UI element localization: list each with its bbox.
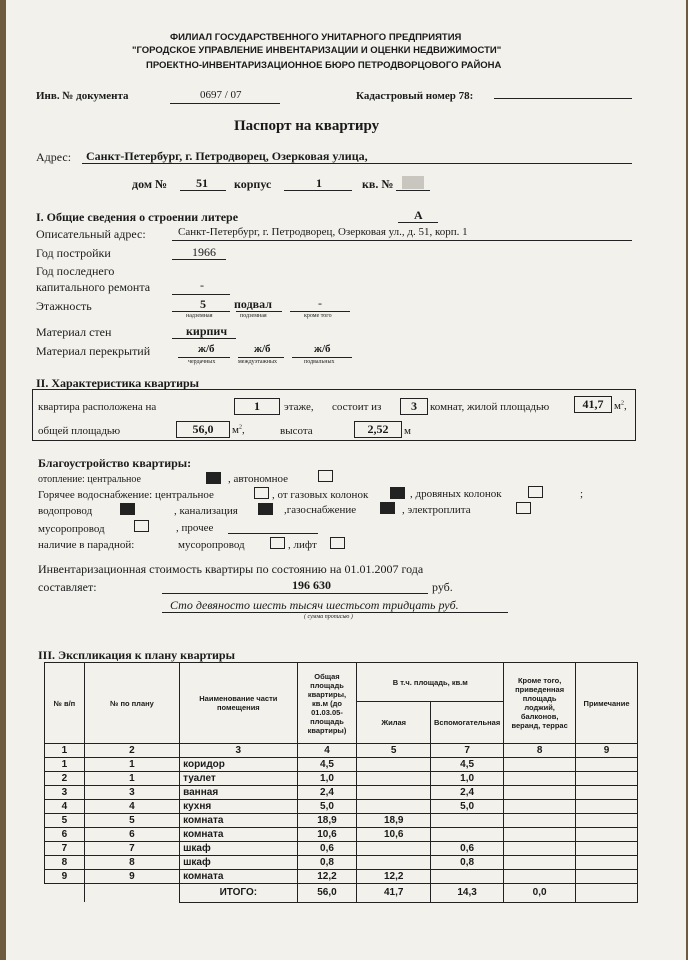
column-number: 4 <box>297 744 357 758</box>
table-cell: 8 <box>45 856 85 870</box>
table-cell: 0,8 <box>430 856 503 870</box>
basement-value: подвал <box>234 297 272 311</box>
korpus-value: 1 <box>316 176 322 190</box>
table-cell: 4,5 <box>297 758 357 772</box>
table-cell: 7 <box>45 842 85 856</box>
floors-label: Этажность <box>36 299 92 313</box>
table-cell <box>357 786 431 800</box>
table-cell: шкаф <box>180 842 297 856</box>
table-cell: 5 <box>45 814 85 828</box>
amenities-title: Благоустройство квартиры: <box>38 456 192 470</box>
table-cell: 7 <box>84 842 179 856</box>
col-header-incl: В т.ч. площадь, кв.м <box>357 663 504 702</box>
gas-columns-label: , от газовых колонок <box>272 489 369 501</box>
floors-ul-1 <box>172 311 230 312</box>
table-cell: 5 <box>84 814 179 828</box>
total-row-total: 56,0 <box>297 884 357 903</box>
dom-value: 51 <box>196 176 208 190</box>
other-label: , прочее <box>176 522 214 534</box>
litera-value: А <box>414 208 423 222</box>
table-cell <box>504 828 576 842</box>
ov-sub-3: подвальных <box>304 359 335 365</box>
table-row <box>45 772 638 786</box>
heating-central-checkbox[interactable] <box>206 472 221 484</box>
table-row <box>45 800 638 814</box>
table-cell <box>430 828 503 842</box>
col-header-aux: Вспомогательная <box>430 702 503 744</box>
floors-ul-2 <box>236 311 282 312</box>
cost-words-hint: ( сумма прописью ) <box>304 614 353 620</box>
table-cell <box>576 814 638 828</box>
lift-label: , лифт <box>288 539 317 551</box>
col-header-note: Примечание <box>576 663 638 744</box>
table-row <box>45 758 638 772</box>
korpus-label: корпус <box>234 177 272 191</box>
table-cell <box>357 758 431 772</box>
address-underline <box>82 163 632 164</box>
table-cell: 6 <box>84 828 179 842</box>
rooms-after: комнат, жилой площадью <box>430 401 550 413</box>
column-number: 3 <box>180 744 297 758</box>
gas-columns-checkbox[interactable] <box>390 487 405 499</box>
col-header-name: Наименование части помещения <box>180 663 297 744</box>
col-header-plan: № по плану <box>84 663 179 744</box>
living-area-value: 41,7 <box>574 396 612 413</box>
repair-label-1: Год последнего <box>36 264 115 278</box>
cost-words: Сто девяносто шесть тысяч шестьсот тридцать руб. <box>170 598 459 612</box>
floor-label: квартира расположена на <box>38 401 157 413</box>
section2-title: II. Характеристика квартиры <box>36 376 200 390</box>
table-cell: 0,8 <box>297 856 357 870</box>
cost-amount-label: составляет: <box>38 580 97 594</box>
table-cell <box>430 870 503 884</box>
table-cell: 1 <box>45 758 85 772</box>
inv-value: 0697 / 07 <box>200 89 242 101</box>
desc-underline <box>172 240 632 241</box>
explication-table <box>44 662 638 903</box>
table-cell: комната <box>180 870 297 884</box>
table-cell <box>504 800 576 814</box>
floors-value: 5 <box>200 297 206 311</box>
garbage-checkbox[interactable] <box>134 520 149 532</box>
sewer-label: , канализация <box>174 505 238 517</box>
table-cell <box>504 870 576 884</box>
table-cell <box>504 786 576 800</box>
address-value: Санкт-Петербург, г. Петродворец, Озерковая улица, <box>86 149 368 163</box>
cost-underline <box>162 593 428 594</box>
table-row <box>45 842 638 856</box>
cost-amount: 196 630 <box>292 578 331 592</box>
heating-label: отопление: центральное <box>38 474 141 485</box>
cost-words-underline <box>162 612 508 613</box>
column-number: 2 <box>84 744 179 758</box>
living-unit: $м^2$, <box>614 400 627 412</box>
water-label: водопровод <box>38 505 93 517</box>
table-cell: 2,4 <box>430 786 503 800</box>
total-row-extra: 0,0 <box>504 884 576 903</box>
table-cell: 3 <box>45 786 85 800</box>
m2-unit: м <box>614 400 621 412</box>
table-cell: 0,6 <box>430 842 503 856</box>
table-cell: 4,5 <box>430 758 503 772</box>
section3-title: III. Экспликация к плану квартиры <box>38 648 235 662</box>
wood-columns-label: , дровяных колонок <box>410 488 502 500</box>
org-line-1: ФИЛИАЛ ГОСУДАРСТВЕННОГО УНИТАРНОГО ПРЕДПРИЯТИЯ <box>170 32 462 43</box>
height-unit: м <box>404 425 411 437</box>
lift-checkbox[interactable] <box>330 537 345 549</box>
table-cell: комната <box>180 814 297 828</box>
hotwater-label: Горячее водоснабжение: центральное <box>38 489 214 501</box>
autonomous-label: , автономное <box>228 473 289 485</box>
overlap-label: Материал перекрытий <box>36 344 151 358</box>
table-cell: комната <box>180 828 297 842</box>
table-cell: коридор <box>180 758 297 772</box>
dom-label: дом № <box>132 177 168 191</box>
table-cell <box>357 842 431 856</box>
electric-stove-checkbox[interactable] <box>516 502 531 514</box>
column-number: 1 <box>45 744 85 758</box>
table-cell <box>504 856 576 870</box>
table-cell <box>576 856 638 870</box>
table-cell: 1,0 <box>297 772 357 786</box>
table-cell: 12,2 <box>357 870 431 884</box>
table-cell <box>576 870 638 884</box>
sewer-checkbox[interactable] <box>258 503 273 515</box>
table-cell <box>576 786 638 800</box>
table-cell <box>504 772 576 786</box>
table-cell <box>576 772 638 786</box>
comma: , <box>623 400 627 412</box>
column-number: 8 <box>504 744 576 758</box>
table-row <box>45 856 638 870</box>
table-cell: 1 <box>84 758 179 772</box>
table-cell: 9 <box>84 870 179 884</box>
wood-columns-checkbox[interactable] <box>528 486 543 498</box>
table-row <box>45 828 638 842</box>
total-row-aux: 14,3 <box>430 884 503 903</box>
total-row-label: ИТОГО: <box>180 884 297 903</box>
table-cell: шкаф <box>180 856 297 870</box>
walls-underline <box>172 338 236 339</box>
table-cell: туалет <box>180 772 297 786</box>
page-title: Паспорт на квартиру <box>234 118 380 134</box>
inv-underline <box>170 103 280 104</box>
table-cell <box>504 814 576 828</box>
heating-autonomous-checkbox[interactable] <box>318 470 333 482</box>
section1-title: I. Общие сведения о строении литере <box>36 210 239 224</box>
desc-address-value: Санкт-Петербург, г. Петродворец, Озерковая ул., д. 51, корп. 1 <box>178 226 468 238</box>
floors-sub-3: кроме того <box>304 313 332 319</box>
entrance-garbage-checkbox[interactable] <box>270 537 285 549</box>
ov-ul-3 <box>292 357 352 358</box>
electric-stove-label: , электроплита <box>402 504 471 516</box>
year-value: 1966 <box>192 245 216 259</box>
repair-underline <box>172 294 230 295</box>
table-cell: 4 <box>84 800 179 814</box>
ov-ul-1 <box>178 357 230 358</box>
table-body <box>45 758 638 884</box>
table-cell: 1,0 <box>430 772 503 786</box>
rooms-value: 3 <box>400 398 428 415</box>
table-cell <box>357 772 431 786</box>
floor-value: 1 <box>234 398 280 415</box>
gas-checkbox[interactable] <box>380 502 395 514</box>
column-number: 5 <box>357 744 431 758</box>
floors-ul-3 <box>290 311 350 312</box>
year-underline <box>172 259 226 260</box>
water-checkbox[interactable] <box>120 503 135 515</box>
desc-address-label: Описательный адрес: <box>36 227 146 241</box>
total-unit: $м^2$, <box>232 424 245 436</box>
cost-currency: руб. <box>432 580 453 594</box>
table-cell: 3 <box>84 786 179 800</box>
table-cell <box>576 758 638 772</box>
table-row <box>45 870 638 884</box>
semicolon: ; <box>580 488 584 500</box>
col-header-extra: Кроме того, приведенная площадь лоджий, балконов, веранд, террас <box>504 663 576 744</box>
col-header-living: Жилая <box>357 702 431 744</box>
cadastral-label: Кадастровый номер 78: <box>356 90 474 102</box>
table-cell: 8 <box>84 856 179 870</box>
overlap-3: ж/б <box>314 343 331 355</box>
characteristics-frame <box>32 389 636 441</box>
table-cell <box>576 842 638 856</box>
table-cell: 5,0 <box>430 800 503 814</box>
height-value: 2,52 <box>354 421 402 438</box>
table-cell: 18,9 <box>297 814 357 828</box>
kv-underline <box>396 190 430 191</box>
table-cell: 12,2 <box>297 870 357 884</box>
floors-sub-1: надземная <box>186 313 213 319</box>
org-line-2: "ГОРОДСКОЕ УПРАВЛЕНИЕ ИНВЕНТАРИЗАЦИИ И ОЦЕНКИ НЕДВИЖИМОСТИ" <box>132 45 502 56</box>
total-area-label: общей площадью <box>38 425 121 437</box>
table-cell: ванная <box>180 786 297 800</box>
col-header-n: № в/п <box>45 663 85 744</box>
address-label: Адрес: <box>36 150 72 164</box>
walls-label: Материал стен <box>36 325 112 339</box>
redacted-apartment-number <box>402 176 424 189</box>
ov-sub-2: междуэтажных <box>238 359 277 365</box>
litera-underline <box>398 222 438 223</box>
org-line-3: ПРОЕКТНО-ИНВЕНТАРИЗАЦИОННОЕ БЮРО ПЕТРОДВОРЦОВОГО РАЙОНА <box>146 60 502 71</box>
table-cell <box>504 842 576 856</box>
overlap-2: ж/б <box>254 343 271 355</box>
table-cell <box>576 828 638 842</box>
total-area-value: 56,0 <box>176 421 230 438</box>
col-header-total: Общая площадь квартиры, кв.м (до 01.03.05-площадь квартиры) <box>297 663 357 744</box>
rooms-label: состоит из <box>332 401 382 413</box>
floor-after: этаже, <box>284 401 314 413</box>
other-underline <box>228 533 318 534</box>
table-cell <box>357 856 431 870</box>
table-cell: 4 <box>45 800 85 814</box>
table-cell: 5,0 <box>297 800 357 814</box>
table-cell: кухня <box>180 800 297 814</box>
table-cell <box>430 814 503 828</box>
floors-sub-2: подземная <box>240 313 267 319</box>
garbage-label: мусоропровод <box>38 523 105 535</box>
table-cell: 10,6 <box>297 828 357 842</box>
table-cell: 1 <box>84 772 179 786</box>
column-number: 7 <box>430 744 503 758</box>
dom-underline <box>180 190 226 191</box>
table-cell <box>576 800 638 814</box>
inv-label: Инв. № документа <box>36 90 129 102</box>
cost-label: Инвентаризационная стоимость квартиры по состоянию на 01.01.2007 года <box>38 562 424 576</box>
repair-label-2: капитального ремонта <box>36 280 151 294</box>
walls-value: кирпич <box>186 324 228 338</box>
table-row <box>45 786 638 800</box>
entrance-garbage-label: мусоропровод <box>178 539 245 551</box>
table-cell: 2 <box>45 772 85 786</box>
repair-value: - <box>200 278 204 292</box>
column-numbers-row <box>45 744 638 758</box>
hotwater-central-checkbox[interactable] <box>254 487 269 499</box>
table-cell: 0,6 <box>297 842 357 856</box>
table-cell: 10,6 <box>357 828 431 842</box>
table-cell: 2,4 <box>297 786 357 800</box>
korpus-underline <box>284 190 352 191</box>
ov-ul-2 <box>238 357 284 358</box>
total-row-living: 41,7 <box>357 884 431 903</box>
height-label: высота <box>280 425 313 437</box>
gas-label: ,газоснабжение <box>284 504 357 516</box>
table-row <box>45 814 638 828</box>
table-cell: 9 <box>45 870 85 884</box>
table-cell <box>357 800 431 814</box>
column-number: 9 <box>576 744 638 758</box>
table-cell: 6 <box>45 828 85 842</box>
comma-2: , <box>241 424 245 436</box>
table-cell: 18,9 <box>357 814 431 828</box>
entrance-label: наличие в парадной: <box>38 539 135 551</box>
total-row <box>45 884 638 903</box>
cadastral-underline <box>494 98 632 99</box>
kv-label: кв. № <box>362 177 394 191</box>
extra-floors-value: - <box>318 296 322 310</box>
m2-unit-2: м <box>232 424 239 436</box>
table-cell <box>504 758 576 772</box>
ov-sub-1: чердачных <box>188 359 216 365</box>
year-label: Год постройки <box>36 246 111 260</box>
overlap-1: ж/б <box>198 343 215 355</box>
